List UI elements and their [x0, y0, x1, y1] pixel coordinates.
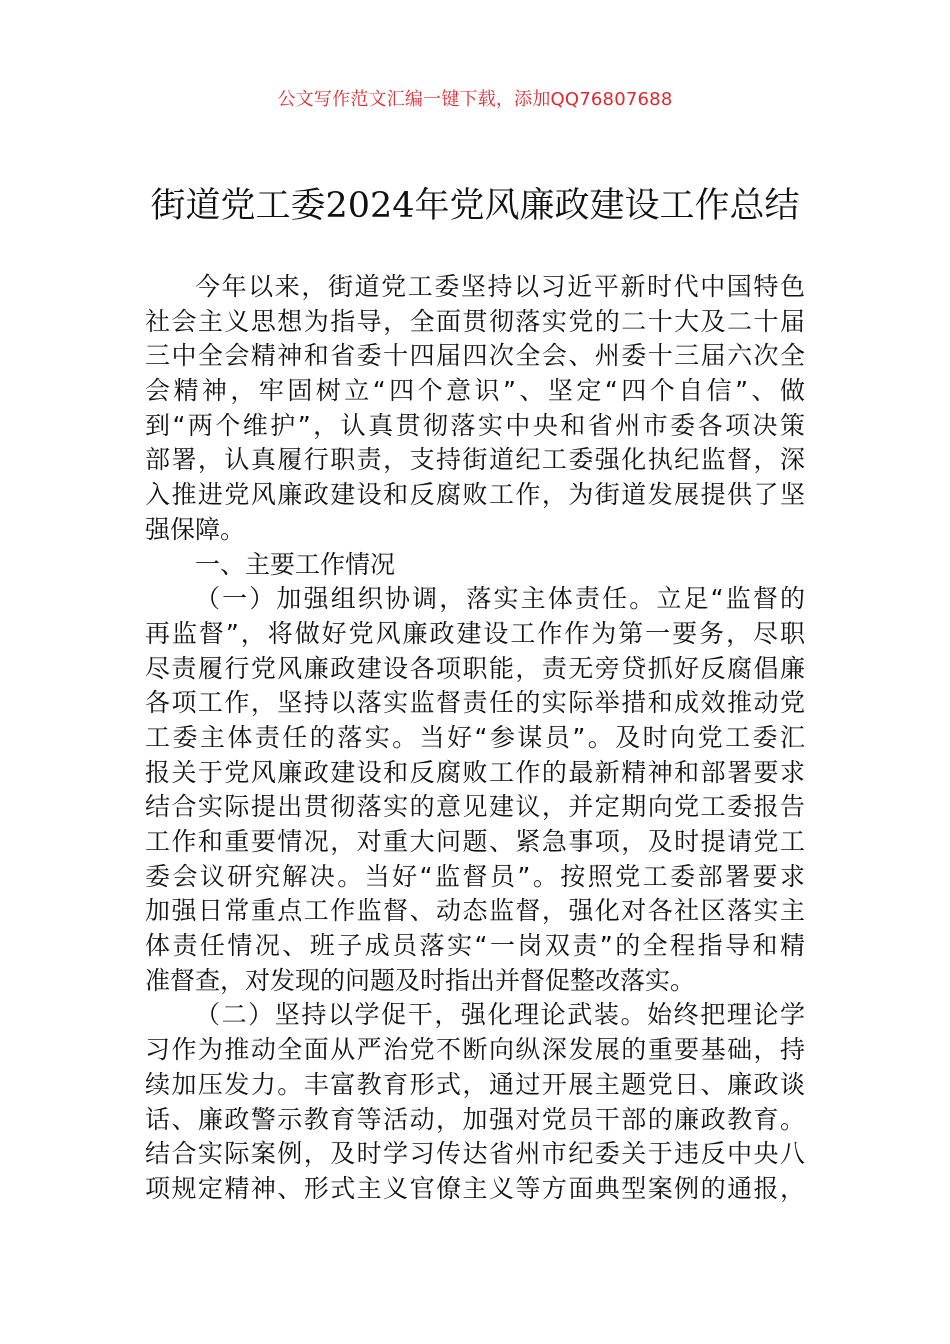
body-text-line: 续加压发力。丰富教育形式，通过开展主题党日、廉政谈: [145, 1069, 805, 1099]
body-text-line: 话、廉政警示教育等活动，加强对党员干部的廉政教育。: [145, 1104, 805, 1134]
body-text-line: 委会议研究解决。当好“监督员”。按照党工委部署要求: [145, 861, 805, 891]
body-text-line: 工委主体责任的落实。当好“参谋员”。及时向党工委汇: [145, 722, 805, 752]
body-text-line: 今年以来，街道党工委坚持以习近平新时代中国特色: [195, 272, 805, 301]
download-watermark-notice: 公文写作范文汇编一键下载，添加QQ76807688: [277, 89, 673, 110]
body-text-line: 社会主义思想为指导，全面贯彻落实党的二十大及二十届: [145, 306, 805, 336]
body-text-line: （一）加强组织协调，落实主体责任。立足“监督的: [195, 584, 805, 614]
body-text-line: 强保障。: [145, 514, 246, 544]
body-text-line: 入推进党风廉政建设和反腐败工作，为街道发展提供了坚: [145, 480, 805, 510]
body-text-line: 报关于党风廉政建设和反腐败工作的最新精神和部署要求: [145, 757, 805, 787]
body-text-line: 体责任情况、班子成员落实“一岗双责”的全程指导和精: [145, 931, 805, 961]
body-text-line: 尽责履行党风廉政建设各项职能，责无旁贷抓好反腐倡廉: [145, 653, 805, 683]
body-text-line: 加强日常重点工作监督、动态监督，强化对各社区落实主: [145, 896, 805, 926]
body-text-line: 准督查，对发现的问题及时指出并督促整改落实。: [145, 965, 696, 995]
document-body: [145, 270, 805, 1207]
body-text-line: 习作为推动全面从严治党不断向纵深发展的重要基础，持: [145, 1035, 805, 1065]
body-text-line: 再监督”，将做好党风廉政建设工作作为第一要务，尽职: [145, 618, 805, 648]
body-text-line: 一、主要工作情况: [195, 549, 396, 579]
body-text-line: 工作和重要情况，对重大问题、紧急事项，及时提请党工: [145, 827, 805, 856]
body-text-line: 部署，认真履行职责，支持街道纪工委强化执纪监督，深: [145, 445, 805, 475]
body-text-line: 各项工作，坚持以落实监督责任的实际举措和成效推动党: [145, 688, 805, 718]
body-text-line: 结合实际案例，及时学习传达省州市纪委关于违反中央八: [145, 1139, 805, 1169]
body-text-line: 结合实际提出贯彻落实的意见建议，并定期向党工委报告: [145, 792, 805, 822]
body-text-line: 三中全会精神和省委十四届四次全会、州委十三届六次全: [145, 341, 805, 371]
body-text-line: 到“两个维护”，认真贯彻落实中央和省州市委各项决策: [145, 410, 805, 440]
body-text-line: （二）坚持以学促干，强化理论武装。始终把理论学: [195, 1000, 805, 1030]
body-text-line: 会精神，牢固树立“四个意识”、坚定“四个自信”、做: [145, 376, 805, 406]
document-title: 街道党工委2024年党风廉政建设工作总结: [150, 186, 800, 226]
body-text-line: 项规定精神、形式主义官僚主义等方面典型案例的通报，: [145, 1173, 805, 1203]
